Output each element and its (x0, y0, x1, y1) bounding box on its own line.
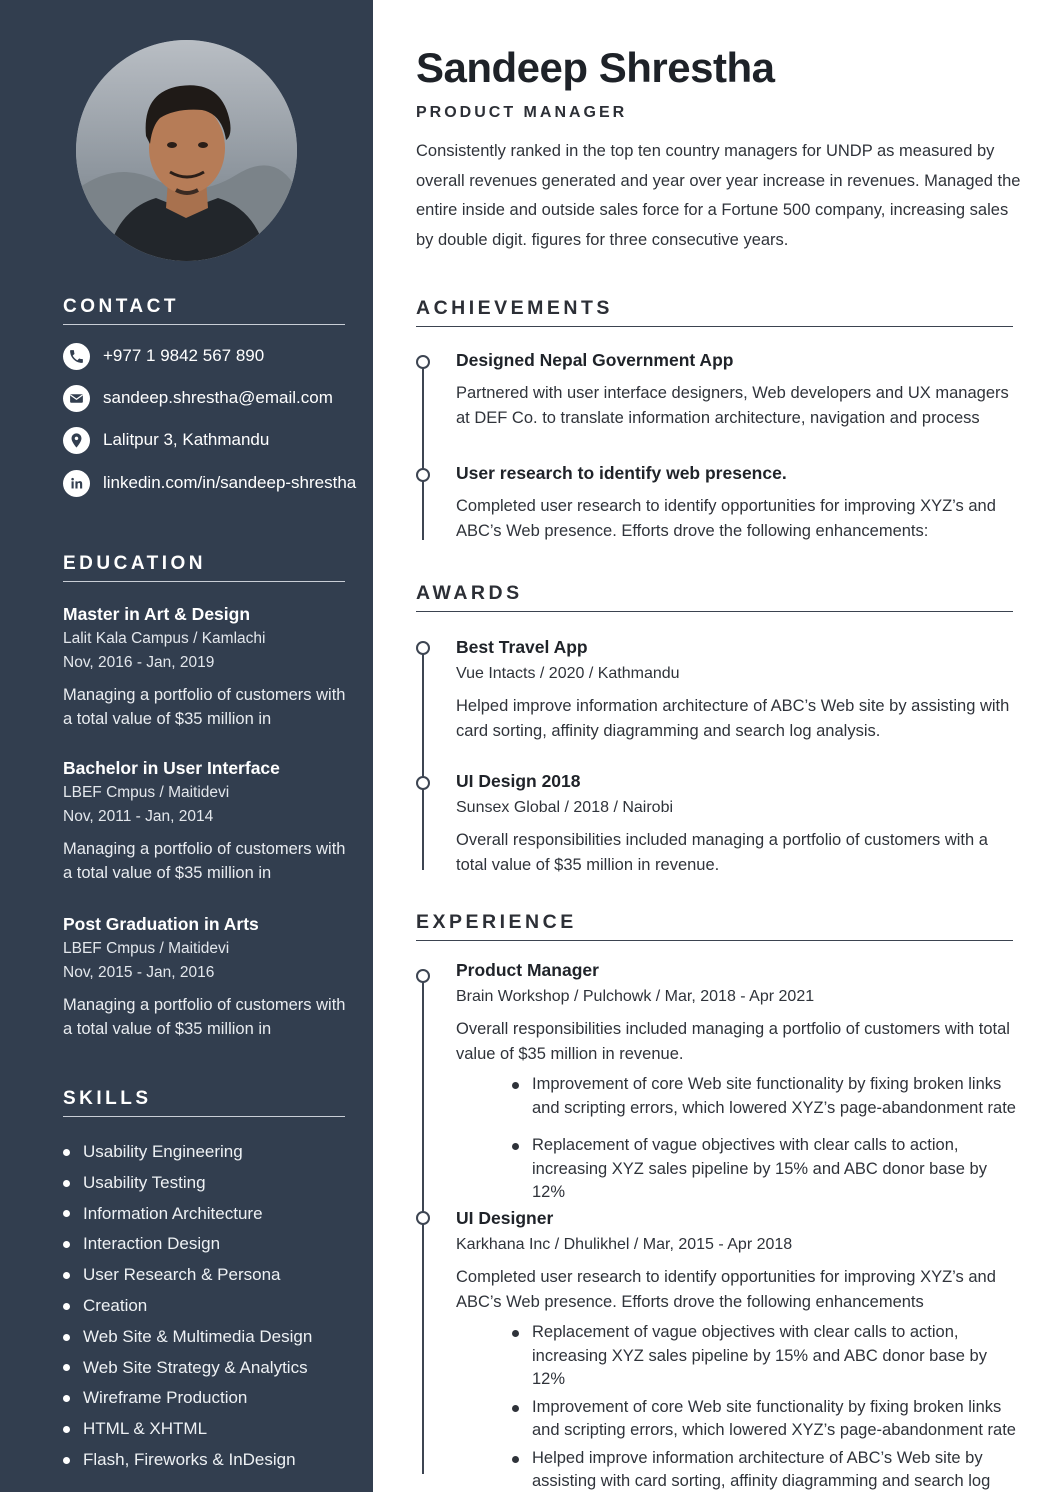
experience-bullets (512, 1321, 1022, 1492)
achievement-description: Partnered with user interface designers, Web developers and UX managers at DEF Co. to translate information architecture, navigation and process (456, 384, 1009, 427)
contact-email (63, 384, 333, 412)
education-degree: Master in Art & Design (63, 604, 251, 624)
experience-bullet-text: Replacement of vague objectives with clear calls to action, increasing XYZ sales pipeline by 15% and ABC donor base by 12% (532, 1136, 987, 1201)
timeline-node-icon (416, 776, 430, 790)
bullet-icon (63, 1272, 70, 1279)
timeline-node-icon (416, 641, 430, 655)
education-school: LBEF Cmpus / Maitidevi (63, 940, 230, 957)
experience-item (456, 1205, 1016, 1314)
phone-icon (63, 343, 90, 370)
linkedin-icon (63, 470, 90, 497)
award-title: Best Travel App (456, 637, 588, 657)
skill-label: Web Site Strategy & Analytics (83, 1357, 308, 1377)
contact-location-text: Lalitpur 3, Kathmandu (103, 430, 270, 449)
award-description: Overall responsibilities included managing a portfolio of customers with a total value of $35 million in revenue. (456, 831, 988, 874)
skill-item (63, 1137, 312, 1168)
award-meta: Vue Intacts / 2020 / Kathmandu (456, 665, 680, 682)
bullet-icon (512, 1330, 519, 1337)
experience-bullet (512, 1321, 1022, 1392)
education-school: LBEF Cmpus / Maitidevi (63, 784, 230, 801)
experience-meta: Brain Workshop / Pulchowk / Mar, 2018 - Apr 2021 (456, 988, 815, 1005)
skill-item (63, 1322, 312, 1353)
education-degree: Bachelor in User Interface (63, 758, 280, 778)
education-item (63, 755, 353, 885)
profile-name: Sandeep Shrestha (416, 44, 775, 91)
skill-item (63, 1229, 312, 1260)
contact-phone-text[interactable]: +977 1 9842 567 890 (103, 346, 265, 365)
award-meta: Sunsex Global / 2018 / Nairobi (456, 799, 674, 816)
skill-label: Information Architecture (83, 1203, 263, 1223)
location-icon (63, 427, 90, 454)
bullet-icon (63, 1180, 70, 1187)
experience-bullet-text: Improvement of core Web site functionality by fixing broken links and scripting errors, which lowered XYZ’s page-abandonment rate (532, 1075, 1016, 1117)
experience-meta: Karkhana Inc / Dhulikhel / Mar, 2015 - Apr 2018 (456, 1236, 793, 1253)
experience-description: Completed user research to identify opportunities for improving XYZ’s and ABC’s Web presence. Efforts drove the following enhancements (456, 1268, 996, 1311)
experience-item (456, 957, 1016, 1066)
skill-item (63, 1291, 312, 1322)
education-item (63, 601, 353, 731)
bullet-icon (512, 1405, 519, 1412)
bullet-icon (63, 1149, 70, 1156)
skill-item (63, 1383, 312, 1414)
contact-linkedin (63, 469, 356, 497)
bullet-icon (63, 1426, 70, 1433)
achievement-title: Designed Nepal Government App (456, 350, 734, 370)
education-item (63, 911, 353, 1041)
timeline-node-icon (416, 468, 430, 482)
contact-linkedin-text[interactable]: linkedin.com/in/sandeep-shrestha (103, 473, 357, 492)
contact-heading: CONTACT (63, 296, 345, 325)
experience-timeline-line (422, 976, 424, 1474)
experience-bullet (512, 1134, 1022, 1205)
bullet-icon (63, 1364, 70, 1371)
skill-item (63, 1260, 312, 1291)
bullet-icon (63, 1303, 70, 1310)
skill-label: Usability Engineering (83, 1142, 243, 1161)
skill-item (63, 1445, 312, 1476)
education-description: Managing a portfolio of customers with a total value of $35 million in (63, 840, 346, 882)
award-description: Helped improve information architecture of ABC’s Web site by assisting with card sorting, affinity diagramming and search log analysis. (456, 697, 1010, 740)
education-dates: Nov, 2011 - Jan, 2014 (63, 808, 214, 825)
profile-role: PRODUCT MANAGER (416, 104, 628, 121)
skill-item (63, 1199, 312, 1230)
profile-photo (76, 40, 297, 261)
skill-label: Interaction Design (83, 1234, 221, 1254)
skill-item (63, 1168, 312, 1199)
achievement-title: User research to identify web presence. (456, 463, 787, 483)
email-icon (63, 385, 90, 412)
education-dates: Nov, 2015 - Jan, 2016 (63, 964, 215, 981)
awards-timeline-line (422, 648, 424, 870)
timeline-node-icon (416, 355, 430, 369)
profile-photo-illustration (76, 40, 297, 261)
achievement-item (456, 347, 1016, 430)
contact-phone (63, 342, 264, 370)
experience-bullet (512, 1073, 1022, 1120)
profile-summary: Consistently ranked in the top ten country managers for UNDP as measured by overall revenues generated and year over year increase in revenues. Managed the entire inside and outside sales force for a Fortune 500 company, increasing sales by double digit. figures for three consecutive years. (416, 142, 1021, 249)
achievements-heading: ACHIEVEMENTS (416, 297, 1013, 327)
experience-bullet-text: Helped improve information architecture of ABC’s Web site by assisting with card sorting, affinity diagramming and search log (532, 1448, 991, 1490)
skill-label: Web Site & Multimedia Design (83, 1326, 313, 1346)
skill-label: HTML & XHTML (83, 1419, 208, 1439)
award-item (456, 768, 1016, 877)
skill-label: Usability Testing (83, 1172, 206, 1192)
experience-description: Overall responsibilities included managing a portfolio of customers with total value of $35 million in revenue. (456, 1020, 1010, 1063)
contact-email-text[interactable]: sandeep.shrestha@email.com (103, 388, 333, 407)
skill-label: Creation (83, 1295, 148, 1315)
bullet-icon (512, 1082, 519, 1089)
experience-title: Product Manager (456, 960, 599, 980)
achievements-timeline-line (422, 362, 424, 540)
education-heading: EDUCATION (63, 553, 345, 582)
experience-bullet-text: Replacement of vague objectives with clear calls to action, increasing XYZ sales pipeline by 15% and ABC donor base by 12% (532, 1323, 987, 1388)
experience-bullet (512, 1447, 1022, 1492)
awards-heading: AWARDS (416, 582, 1013, 612)
experience-bullet-text: Improvement of core Web site functionality by fixing broken links and scripting errors, which lowered XYZ’s page-abandonment rate (532, 1397, 1016, 1439)
skill-label: Flash, Fireworks & InDesign (83, 1449, 296, 1469)
bullet-icon (512, 1143, 519, 1150)
experience-bullet (512, 1396, 1022, 1443)
timeline-node-icon (416, 969, 430, 983)
award-title: UI Design 2018 (456, 771, 581, 791)
timeline-node-icon (416, 1211, 430, 1225)
skill-label: User Research & Persona (83, 1265, 281, 1285)
bullet-icon (63, 1334, 70, 1341)
award-item (456, 634, 1016, 743)
bullet-icon (63, 1241, 70, 1248)
achievement-description: Completed user research to identify opportunities for improving XYZ’s and ABC’s Web presence. Efforts drove the following enhancements: (456, 497, 996, 540)
bullet-icon (63, 1395, 70, 1402)
skill-label: Wireframe Production (83, 1388, 248, 1408)
skills-list (63, 1137, 312, 1476)
experience-title: UI Designer (456, 1208, 554, 1228)
bullet-icon (512, 1456, 519, 1463)
education-description: Managing a portfolio of customers with a total value of $35 million in (63, 686, 346, 728)
contact-location (63, 426, 269, 454)
skill-item (63, 1414, 312, 1445)
achievement-item (456, 460, 1016, 543)
experience-bullets (512, 1073, 1022, 1205)
experience-heading: EXPERIENCE (416, 911, 1013, 941)
education-description: Managing a portfolio of customers with a total value of $35 million in (63, 996, 346, 1038)
education-school: Lalit Kala Campus / Kamlachi (63, 630, 266, 647)
skills-heading: SKILLS (63, 1088, 345, 1117)
skill-item (63, 1353, 312, 1384)
education-degree: Post Graduation in Arts (63, 914, 259, 934)
education-dates: Nov, 2016 - Jan, 2019 (63, 654, 215, 671)
bullet-icon (63, 1210, 70, 1217)
sidebar (0, 0, 373, 1492)
bullet-icon (63, 1457, 70, 1464)
